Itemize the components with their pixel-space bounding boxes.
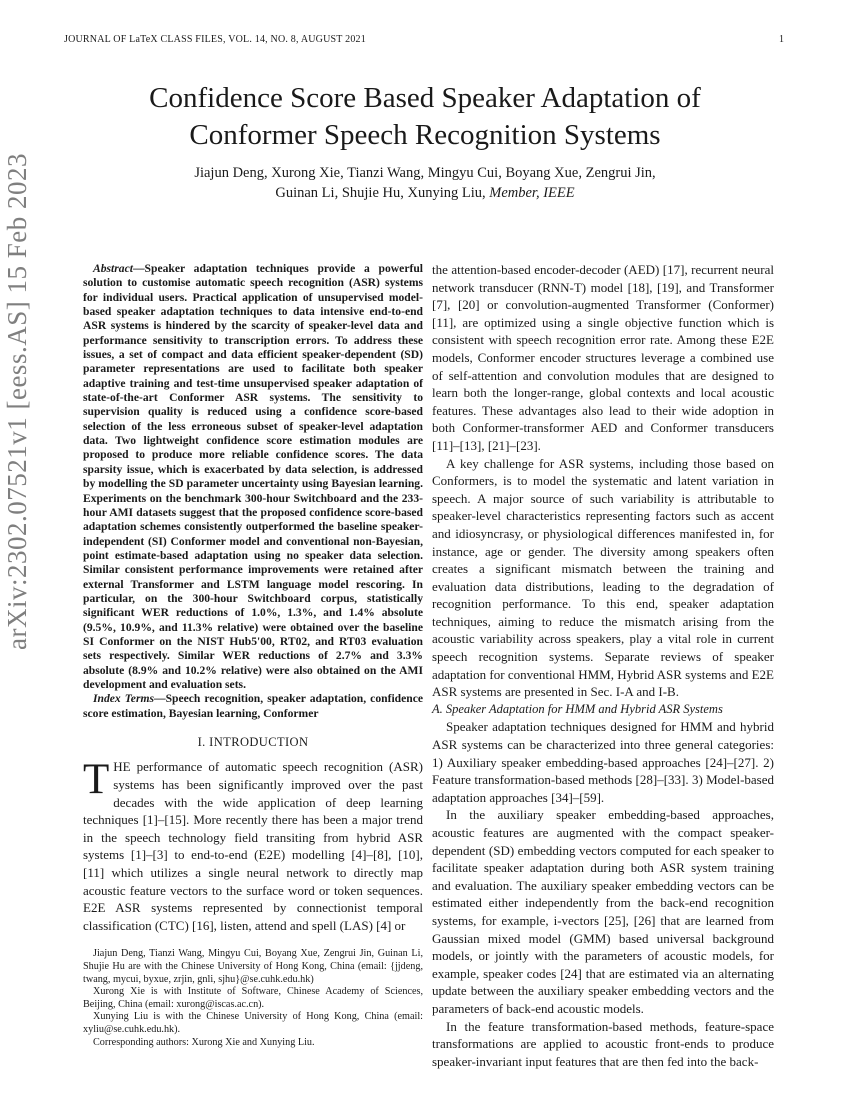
paper-title [64,80,786,154]
body-paragraph-3: Speaker adaptation techniques designed for HMM and hybrid ASR systems can be characterized into three general categories: 1) Auxiliary speaker embedding-based approaches [24]–[27]. 2) Feature transformation-based methods [28]–[33]. 3) Model-based adaptation approaches [34]–[59]. [432,719,774,805]
index-terms-label: Index Terms [93,692,154,706]
body-paragraph-1: the attention-based encoder-decoder (AED) [17], recurrent neural network transducer (RNN-T) model [18], [19], and Transformer [7], [20] or convolution-augmented Transformer (Conformer) [11], are optimized using a single objective function which is consistent with speech recognition error rate. Among these E2E models, Conformer encoder structures leverage a combined use of self-attention and convolution modules that are designed to learn both the longer-range, global contexts and local acoustic features. These advantages also lead to their wide adoption in both Conformer-transformer AED and Conformer transducers [11]–[13], [21]–[23]. [432,262,774,453]
body-paragraph-2: A key challenge for ASR systems, including those based on Conformers, is to model the systematic and latent variation in speech. A major source of such variability is attributable to speaker-level characteristics representing factors such as accent and idiosyncrasy, or physiological differences manifested in, for instance, age or gender. The diversity among speakers often creates a significant mismatch between the training and evaluation data distributions, leading to the degradation of recognition performance. To this end, speaker adaptation techniques, aiming to reduce the mismatch arising from the acoustic variability across speakers, play a vital role in current speech recognition systems. Separate reviews of speaker adaptation for conventional HMM, Hybrid ASR systems and E2E ASR systems are presented in Sec. I-A and I-B. [432,455,774,700]
authors-line-2 [64,183,786,203]
authors-line-1: Jiajun Deng, Xurong Xie, Tianzi Wang, Mingyu Cui, Boyang Xue, Zengrui Jin, [194,165,656,181]
section-heading-introduction: I. INTRODUCTION [197,735,309,749]
arxiv-identifier-text: arXiv:2302.07521v1 [eess.AS] 15 Feb 2023 [2,153,32,650]
footnote-corresponding-authors: Corresponding authors: Xurong Xie and Xunying Liu. [93,1036,315,1048]
right-column [432,261,774,1070]
title-line-2: Conformer Speech Recognition Systems [189,119,661,151]
drop-cap: T [83,756,110,804]
index-terms [83,692,423,721]
introduction-paragraph [83,758,423,934]
abstract [83,262,423,692]
abstract-label: Abstract [93,262,133,275]
subsection-heading-a: A. Speaker Adaptation for HMM and Hybrid ASR Systems [432,701,723,716]
running-header: JOURNAL OF LaTeX CLASS FILES, VOL. 14, NO. 8, AUGUST 2021 [64,34,366,45]
footnote-affiliation-cuhk: Jiajun Deng, Tianzi Wang, Mingyu Cui, Boyang Xue, Zengrui Jin, Guinan Li, Shujie Hu are with the Chinese University of Hong Kong, China (email: {jjdeng, twang, mycui, byxue, zrjin, gnli, sjhu}@se.cuhk.edu.hk) [83,948,423,985]
page-number: 1 [779,34,784,45]
left-column [83,262,423,1049]
body-paragraph-5: In the feature transformation-based methods, feature-space transformations are applied to acoustic front-ends to produce speaker-invariant input features that are then fed into the back- [432,1018,774,1069]
author-membership: Member, IEEE [489,185,575,201]
body-paragraph-4: In the auxiliary speaker embedding-based approaches, acoustic features are augmented with the compact speaker-dependent (SD) embedding vectors computed for each speaker to facilitate speaker adaptation during both ASR system training and evaluation. The auxiliary speaker embedding vectors can be estimated either independently from the back-end recognition systems, for example, i-vectors [25], [26] that are learned from Gaussian mixed model (GMM) based universal background models, or jointly with the parameters of acoustic models, for example, speaker codes [24] that are estimated via an alternating update between the auxiliary speaker embedding vectors and the parameters of back-end acoustic models. [432,807,774,1016]
footnote-affiliation-iscas: Xurong Xie is with Institute of Software, Chinese Academy of Sciences, Beijing, China (email: xurong@iscas.ac.cn). [83,986,423,1010]
authors-line-2-names: Guinan Li, Shujie Hu, Xunying Liu, [275,185,486,201]
footnotes [83,948,423,1049]
footnote-affiliation-liu: Xunying Liu is with the Chinese University of Hong Kong, China (email: xyliu@se.cuhk.edu.hk). [83,1011,423,1035]
author-list [64,163,786,203]
index-terms-text: —Speech recognition, speaker adaptation, confidence score estimation, Bayesian learning, Conformer [83,692,423,720]
introduction-text: HE performance of automatic speech recognition (ASR) systems has been significantly improved over the past decades with the wide application of deep learning techniques [1]–[15]. More recently there has been a major trend in the speech technology field transiting from hybrid ASR systems [1]–[3] to end-to-end (E2E) modelling [4]–[8], [10], [11] which utilizes a single neural network to directly map acoustic feature vectors to the surface word or token sequences. E2E ASR systems represented by connectionist temporal classification (CTC) [16], listen, attend and spell (LAS) [4] or [83,759,423,933]
title-line-1: Confidence Score Based Speaker Adaptation of [149,82,701,114]
abstract-text: —Speaker adaptation techniques provide a powerful solution to customise automatic speech recognition (ASR) systems for individual users. Practical application of unsupervised model-based speaker adaptation techniques to data intensive end-to-end ASR systems is hindered by the scarcity of speaker-level data and performance sensitivity to transcription errors. To address these issues, a set of compact and data efficient speaker-dependent (SD) parameter representations are used to facilitate both speaker adaptive training and test-time unsupervised speaker adaptation of state-of-the-art Conformer ASR systems. The sensitivity to supervision quality is reduced using a confidence score-based selection of the less erroneous subset of speaker-level adaptation data. Two lightweight confidence score estimation modules are proposed to produce more reliable confidence scores. The data sparsity issue, which is exacerbated by data selection, is addressed by modelling the SD parameter uncertainty using Bayesian learning. Experiments on the benchmark 300-hour Switchboard and the 233-hour AMI datasets suggest that the proposed confidence score-based adaptation schemes consistently outperformed the baseline speaker-independent (SI) Conformer model and conventional non-Bayesian, point estimate-based adaptation using no speaker data selection. Similar consistent performance improvements were retained after external Transformer and LSTM language model rescoring. In particular, on the 300-hour Switchboard corpus, statistically significant WER reductions of 1.0%, 1.3%, and 1.4% absolute (9.5%, 10.9%, and 11.3% relative) were obtained over the baseline SI Conformer on the NIST Hub5'00, RT02, and RT03 evaluation sets respectively. Similar WER reductions of 2.7% and 3.3% absolute (8.9% and 10.2% relative) were also obtained on the AMI development and evaluation sets. [83,262,423,691]
